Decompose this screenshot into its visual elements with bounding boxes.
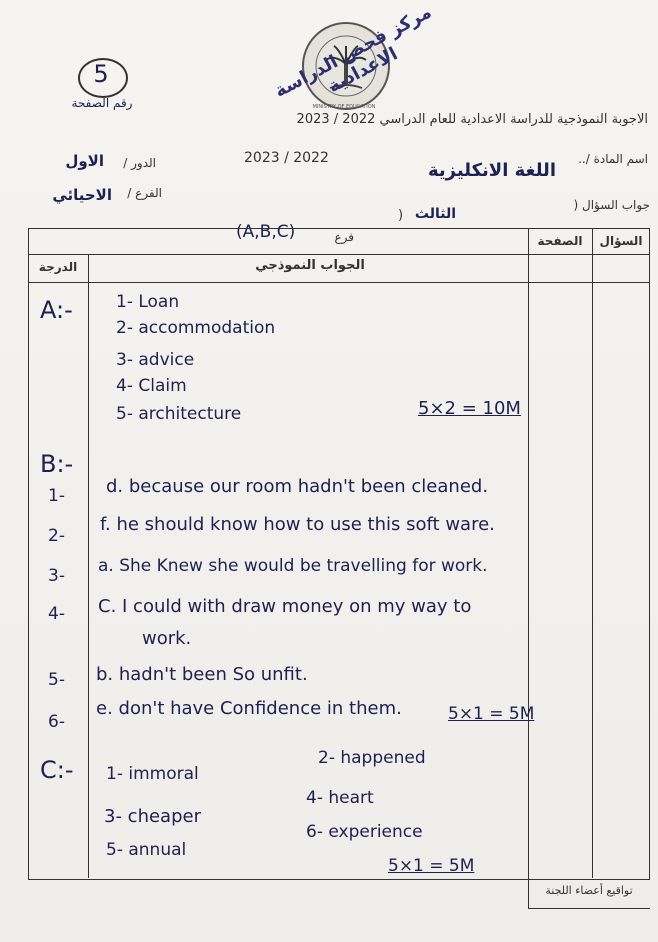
section-b-item-2: f. he should know how to use this soft ware.	[100, 514, 495, 535]
subject-label: اسم المادة /..	[578, 152, 648, 166]
col-divider-page	[592, 228, 593, 878]
section-b-item-5: b. hadn't been So unfit.	[96, 664, 308, 685]
section-c-item-4: 4- heart	[306, 788, 374, 808]
footer-rule	[528, 878, 529, 908]
section-b-item-4-cont: work.	[142, 628, 192, 649]
section-a-item-2: 2- accommodation	[116, 318, 276, 338]
section-b-score: 5×1 = 5M	[448, 704, 535, 724]
section-c-item-1: 1- immoral	[106, 764, 199, 784]
section-b-num-5: 5-	[48, 670, 65, 690]
section-b-item-6: e. don't have Confidence in them.	[96, 698, 402, 719]
section-b-num-2: 2-	[48, 526, 65, 546]
col-header-page: الصفحة	[537, 234, 583, 248]
section-c-item-5: 5- annual	[106, 840, 187, 860]
section-a-item-1: 1- Loan	[116, 292, 180, 312]
branches-label: فرع	[334, 230, 354, 244]
section-c-item-6: 6- experience	[306, 822, 423, 842]
branches-value: (A,B,C)	[236, 222, 296, 242]
branch-label: الفرع /	[127, 186, 162, 200]
section-c-label: C:-	[40, 756, 74, 784]
section-a-item-4: 4- Claim	[116, 376, 187, 396]
section-b-item-1: d. because our room hadn't been cleaned.	[106, 476, 489, 497]
section-b-item-3: a. She Knew she would be travelling for work.	[98, 556, 488, 576]
section-a-label: A:-	[40, 296, 73, 324]
section-b-label: B:-	[40, 450, 74, 478]
header-rule	[28, 254, 650, 255]
col-header-grade: الدرجة	[38, 260, 78, 274]
question-label: جواب السؤال (	[573, 198, 650, 212]
page-title: الاجوبة النموذجية للدراسة الاعدادية للعام الدراسي 2022 / 2023	[296, 112, 648, 127]
year-range: 2023 / 2022	[244, 150, 329, 166]
section-c-item-3: 3- cheaper	[104, 806, 201, 827]
subject-value: اللغة الانكليزية	[428, 160, 556, 181]
round-label: الدور /	[123, 156, 156, 170]
center-name: مركز فحص الدراسة الاعدادية	[271, 1, 435, 102]
col-header-question: السؤال	[599, 234, 643, 248]
section-c-score: 5×1 = 5M	[388, 856, 475, 876]
section-b-num-4: 4-	[48, 604, 65, 624]
page-number: 5	[93, 60, 109, 88]
question-value: الثالث	[414, 206, 456, 222]
section-b-num-6: 6-	[48, 712, 65, 732]
section-b-num-3: 3-	[48, 566, 65, 586]
col-divider-answer	[528, 228, 529, 878]
section-b-item-4: C. I could with draw money on my way to	[98, 596, 472, 617]
section-a-score: 5×2 = 10M	[418, 398, 521, 419]
header-rule-2	[28, 282, 650, 283]
col-divider-grade	[88, 254, 89, 878]
section-c-item-2: 2- happened	[318, 748, 426, 768]
page-number-label: رقم الصفحة	[71, 96, 133, 110]
footer-bottom-rule	[528, 908, 650, 909]
section-a-item-5: 5- architecture	[116, 404, 242, 424]
branch-value: الاحيائي	[52, 186, 112, 204]
section-b-num-1: 1-	[48, 486, 65, 506]
col-header-answer: الجواب النموذجي	[255, 258, 365, 273]
seal-text: MINISTRY OF EDUCATION	[312, 104, 376, 110]
round-value: الاول	[65, 152, 104, 170]
signatures-label: تواقيع أعضاء اللجنة	[545, 884, 633, 897]
section-a-item-3: 3- advice	[116, 350, 195, 370]
question-close: )	[398, 208, 404, 223]
